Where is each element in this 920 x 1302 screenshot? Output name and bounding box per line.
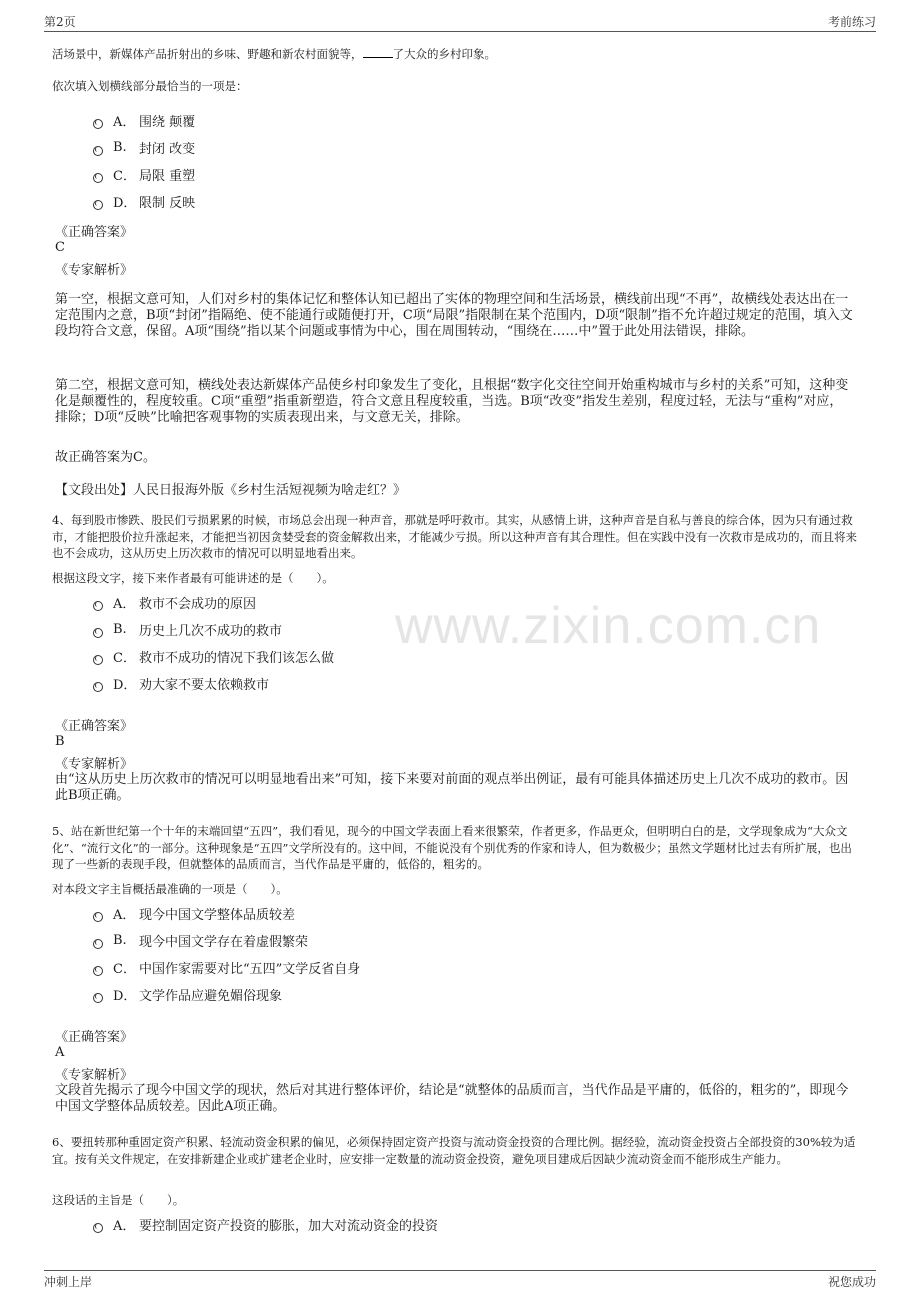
q5-answer-label: 《正确答案》	[55, 1030, 134, 1045]
page-header	[44, 13, 876, 32]
radio-icon[interactable]	[93, 146, 103, 156]
q4-option-d[interactable]: D． 劝大家不要太依赖救市	[93, 674, 269, 693]
q4-analysis-label: 《专家解析》	[55, 757, 134, 772]
q3-source: 【文段出处】人民日报海外版《乡村生活短视频为啥走红？》	[55, 483, 407, 498]
radio-icon[interactable]	[93, 119, 103, 129]
q3-stem	[52, 45, 496, 62]
q5-prompt: 对本段文字主旨概括最准确的一项是（ ）。	[52, 882, 288, 896]
radio-icon[interactable]	[93, 966, 103, 976]
radio-icon[interactable]	[93, 939, 103, 949]
q3-answer: C	[55, 240, 65, 255]
q4-answer: B	[55, 734, 65, 749]
footer-left: 冲刺上岸	[44, 1275, 93, 1289]
q3-analysis-p1: 第一空，根据文意可知，人们对乡村的集体记忆和整体认知已超出了实体的物理空间和生活场景，横线前出现“不再”，故横线处表达出在一定范围内之意，B项“封闭”指隔绝、使不能通行或随便打开，C项“局限”指限制在某个范围内，D项“限制”指不允许超过规定的范围，填入文段均符合文意，保留。A项“围绕”指以某个问题或事情为中心，围在周围转动，“围绕在……中”置于此处用法错误，排除。	[55, 292, 853, 339]
q4-option-c[interactable]: C． 救市不成功的情况下我们该怎么做	[93, 647, 334, 666]
radio-icon[interactable]	[93, 682, 103, 692]
header-title: 考前练习	[827, 15, 876, 29]
q3-stem-after: 了大众的乡村印象。	[392, 47, 496, 61]
q6-stem: 6、要扭转那种重固定资产积累、轻流动资金积累的偏见，必须保持固定资产投资与流动资金投资的合理比例。据经验，流动资金投资占全部投资的30%较为适宜。按有关文件规定，在安排新建企业或扩建老企业时，应安排一定数量的流动资金投资，避免项目建成后因缺少流动资金而不能形成生产能力。	[52, 1135, 856, 1166]
q4-option-b[interactable]: B. 历史上几次不成功的救市	[93, 620, 282, 639]
q5-analysis: 文段首先揭示了现今中国文学的现状，然后对其进行整体评价，结论是“就整体的品质而言，当代作品是平庸的，低俗的，粗劣的”，即现今中国文学整体品质较差。因此A项正确。	[55, 1083, 849, 1114]
watermark: www.zixin.com.cn	[395, 597, 822, 655]
q4-prompt: 根据这段文字，接下来作者最有可能讲述的是（ ）。	[52, 571, 334, 585]
q5-answer: A	[55, 1045, 65, 1060]
q4-answer-label: 《正确答案》	[55, 719, 134, 734]
radio-icon[interactable]	[93, 912, 103, 922]
footer-right: 祝您成功	[827, 1275, 876, 1289]
fill-blank	[363, 45, 393, 58]
radio-icon[interactable]	[93, 655, 103, 665]
q3-option-d[interactable]: D． 限制 反映	[93, 192, 195, 211]
q5-stem: 5、站在新世纪第一个十年的末端回望“五四”，我们看见，现今的中国文学表面上看来很繁荣，作者更多，作品更众，但明明白白的是，文学现象成为“大众文化”、“流行文化”的一部分。这种现象是“五四”文学所没有的。这中间，不能说没有个别优秀的作家和诗人，但为数极少；虽然文学题材比过去有所扩展，也出现了一些新的表现手段，但就整体的品质而言，当代作品是平庸的，低俗的，粗劣的。	[52, 824, 852, 871]
radio-icon[interactable]	[93, 601, 103, 611]
q5-option-b[interactable]: B. 现今中国文学存在着虚假繁荣	[93, 931, 308, 950]
q3-answer-label: 《正确答案》	[55, 225, 134, 240]
q5-option-c[interactable]: C． 中国作家需要对比“五四”文学反省自身	[93, 958, 360, 977]
radio-icon[interactable]	[93, 200, 103, 210]
q3-prompt: 依次填入划横线部分最恰当的一项是：	[52, 79, 248, 93]
q3-option-c[interactable]: C． 局限 重塑	[93, 165, 195, 184]
page-number: 第2页	[44, 15, 76, 29]
q3-conclusion: 故正确答案为C。	[55, 450, 156, 465]
q3-analysis-label: 《专家解析》	[55, 263, 134, 278]
radio-icon[interactable]	[93, 173, 103, 183]
q3-option-b[interactable]: B. 封闭 改变	[93, 138, 195, 157]
q5-option-a[interactable]: A． 现今中国文学整体品质较差	[93, 904, 295, 923]
radio-icon[interactable]	[93, 1223, 103, 1233]
q6-prompt: 这段话的主旨是（ ）。	[52, 1193, 185, 1207]
q3-option-a[interactable]: A． 围绕 颠覆	[93, 111, 195, 130]
q4-analysis: 由“这从历史上历次救市的情况可以明显地看出来”可知，接下来要对前面的观点举出例证，最有可能具体描述历史上几次不成功的救市。因此B项正确。	[55, 772, 849, 803]
radio-icon[interactable]	[93, 628, 103, 638]
q5-option-d[interactable]: D． 文学作品应避免媚俗现象	[93, 985, 282, 1004]
q3-stem-before: 活场景中，新媒体产品折射出的乡味、野趣和新农村面貌等，	[52, 47, 363, 61]
page-footer	[44, 1270, 876, 1290]
q3-analysis-p2: 第二空，根据文意可知，横线处表达新媒体产品使乡村印象发生了变化，且根据“数字化交往空间开始重构城市与乡村的关系”可知，这种变化是颠覆性的，程度较重。C项“重塑”指重新塑造，符合文意且程度较重，当选。B项“改变”指发生差别，程度过轻，无法与“重构”对应，排除；D项“反映”比喻把客观事物的实质表现出来，与文意无关，排除。	[55, 378, 849, 425]
q4-stem: 4、每到股市惨跌、股民们亏损累累的时候，市场总会出现一种声音，那就是呼吁救市。其实，从感情上讲，这种声音是自私与善良的综合体，因为只有通过救市，才能把股价拉升涨起来，才能把当初因贪婪受套的资金解救出来，才能减少亏损。所以这种声音有其合理性。但在实践中没有一次救市是成功的，而且将来也不会成功，这从历史上历次救市的情况可以明显地看出来。	[52, 513, 857, 560]
q6-option-a[interactable]: A． 要控制固定资产投资的膨胀，加大对流动资金的投资	[93, 1215, 438, 1234]
radio-icon[interactable]	[93, 993, 103, 1003]
q5-analysis-label: 《专家解析》	[55, 1068, 134, 1083]
q4-option-a[interactable]: A． 救市不会成功的原因	[93, 593, 256, 612]
